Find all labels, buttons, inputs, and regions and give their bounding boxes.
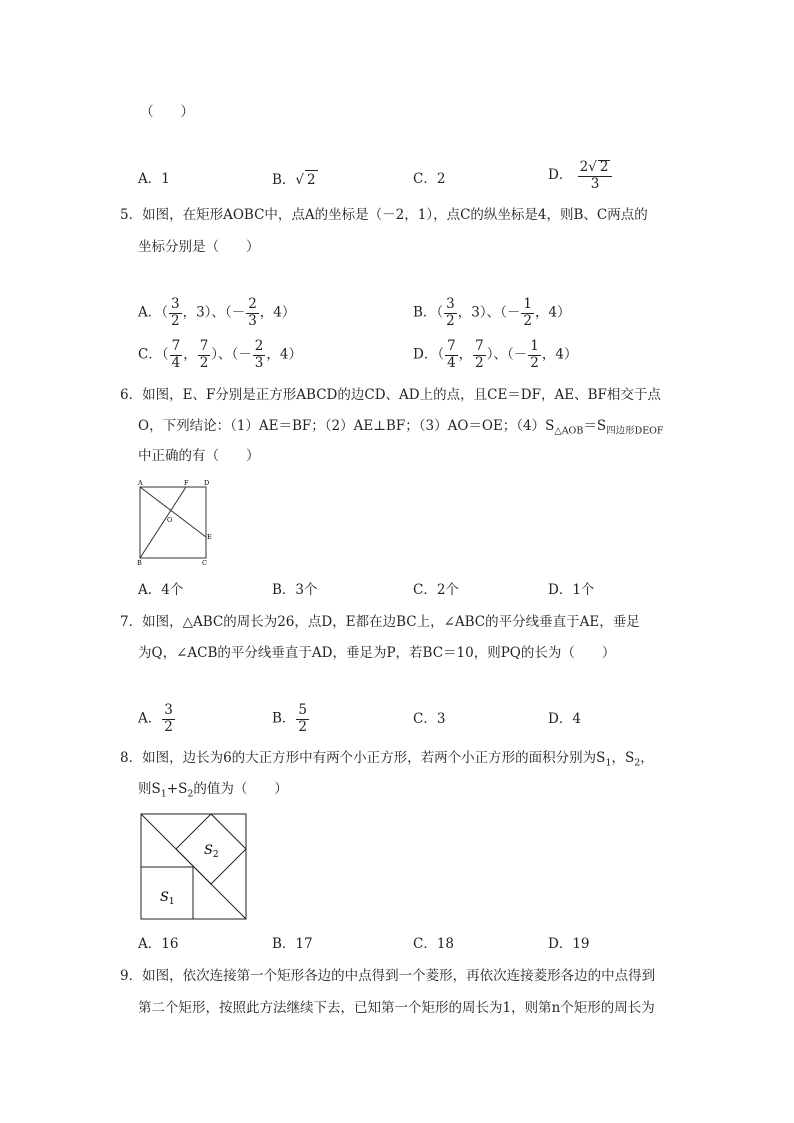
q7-option-b: B． $\frac{5}{2}$: [272, 702, 308, 735]
q8-option-a: A．16: [138, 936, 179, 952]
segment-ae: [140, 487, 206, 537]
q6-square-figure: [134, 478, 214, 566]
label-d: D: [204, 479, 210, 487]
q5-option-d: D．（ $\frac{7}{4}$ ， $\frac{7}{2}$ ）、（－ $\frac{1}{2}$ ，4）: [413, 338, 578, 371]
q8-option-b: B．17: [272, 936, 313, 952]
q6-option-a: A．4个: [138, 582, 184, 598]
square-abcd: [140, 487, 206, 558]
label-a: A: [138, 479, 143, 487]
q4-option-b: B．√ 2: [272, 172, 316, 188]
q8-option-d: D．19: [548, 936, 590, 952]
q6-stem-line2: O，下列结论：（1）AE＝BF；（2）AE⊥BF；（3）AO＝OE；$(4)S_{\triangle AOB}=S_{四边形DEOF}$: [138, 418, 664, 437]
q4-d-fraction: $\frac{2√ 2}{3}$: [578, 160, 613, 191]
q6-stem-line3: 中正确的有（ ）: [138, 448, 260, 464]
q7-option-a: A． $\frac{3}{2}$: [138, 702, 173, 735]
q4-option-c: C．2: [413, 171, 446, 187]
label-s2: $S_2$: [204, 843, 219, 860]
q4-answer-paren: （ ）: [140, 104, 194, 120]
q9-stem-line2: 第二个矩形，按照此方法继续下去，已知第一个矩形的周长为1，则第n个矩形的周长为: [138, 1000, 655, 1016]
q4-option-a: A．1: [138, 171, 170, 187]
q7-stem-line1: 7．如图，△ABC的周长为26，点D，E都在边BC上，∠ABC的平分线垂直于AE，垂足: [120, 614, 640, 630]
q8-stem-line1: 8．如图，边长为6的大正方形中有两个小正方形，若两个小正方形的面积分别为$S_1$，$S_2$，: [120, 750, 654, 769]
q5-option-c: C．（ $\frac{7}{4}$ ， $\frac{7}{2}$ ）、（－ $\frac{2}{3}$ ，4）: [138, 338, 302, 371]
q6-stem-line1: 6．如图，E、F分别是正方形ABCD的边CD、AD上的点，且CE＝DF，AE、BF相交于点: [120, 387, 661, 403]
q8-stem-line2: 则$S_1+S_2$的值为（ ）: [138, 781, 288, 800]
q5-stem-line1: 5．如图，在矩形AOBC中，点A的坐标是（－2，1），点C的纵坐标是4，则B、C两点的: [120, 207, 648, 223]
q8-option-c: C．18: [413, 936, 455, 952]
q7-option-c: C．3: [413, 711, 446, 727]
label-f: F: [184, 479, 189, 487]
label-o: O: [167, 516, 173, 524]
q9-stem-line1: 9．如图，依次连接第一个矩形各边的中点得到一个菱形，再依次连接菱形各边的中点得到: [120, 968, 656, 984]
q7-stem-line2: 为Q，∠ACB的平分线垂直于AD，垂足为P，若BC＝10，则PQ的长为（ ）: [138, 645, 616, 661]
q5-stem-line2: 坐标分别是（ ）: [138, 239, 260, 255]
q6-option-c: C．2个: [413, 582, 459, 598]
label-e: E: [207, 533, 212, 541]
q6-option-b: B．3个: [272, 582, 318, 598]
label-c: C: [202, 559, 207, 566]
segment-bf: [140, 487, 186, 558]
q4-option-d: D． $\frac{2√ 2}{3}$: [548, 160, 613, 191]
q5-option-a: A．（ $\frac{3}{2}$ ，3）、（－ $\frac{2}{3}$ ，4）: [138, 296, 296, 329]
q8-squares-figure: [138, 811, 250, 921]
label-s1: $S_1$: [160, 890, 175, 907]
q5-option-b: B．（ $\frac{3}{2}$ ，3）、（－ $\frac{1}{2}$ ，4）: [413, 296, 571, 329]
q6-option-d: D．1个: [548, 582, 595, 598]
q7-option-d: D．4: [548, 711, 581, 727]
label-b: B: [137, 559, 142, 566]
